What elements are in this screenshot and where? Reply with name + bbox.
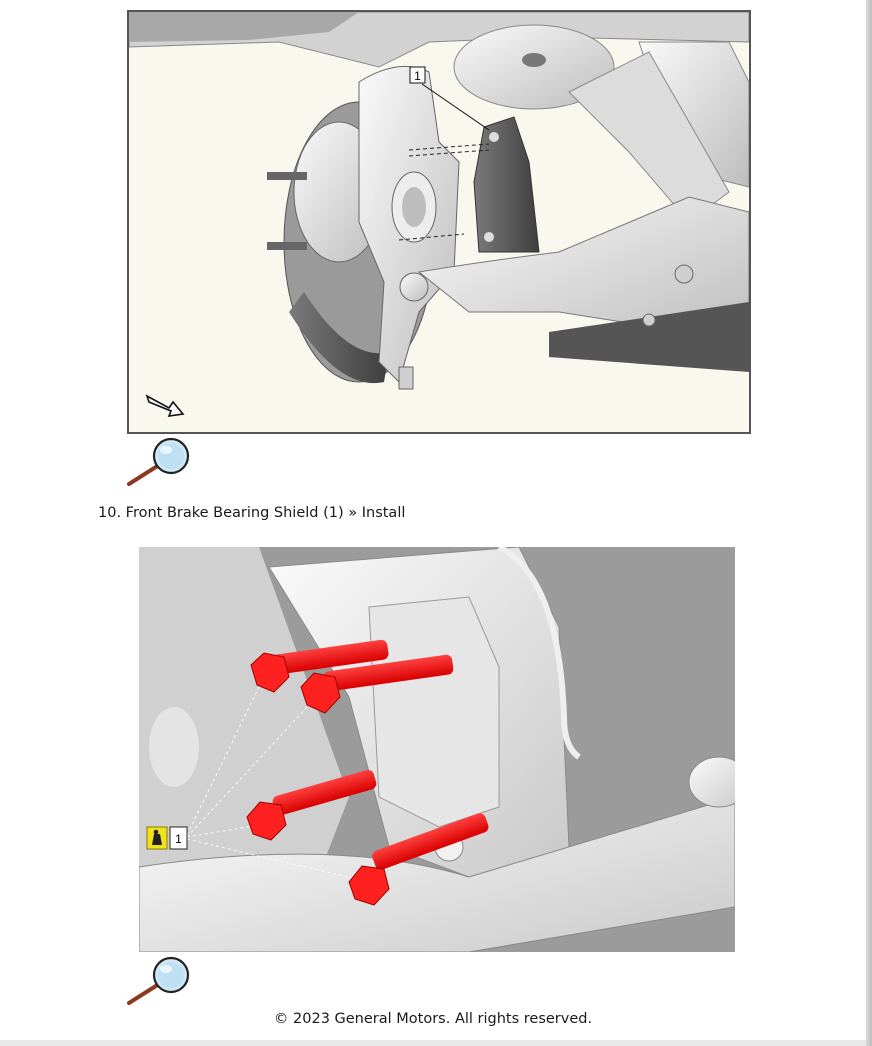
step-number: 10.: [98, 505, 122, 521]
direction-arrow-icon: [147, 396, 183, 416]
illustration-bearing-shield-location: [127, 10, 751, 434]
zoom-magnifier-icon-2[interactable]: [125, 955, 191, 1007]
illustration-2-drawing: [139, 547, 735, 952]
illustration-bearing-shield-install: [139, 547, 735, 952]
step-text: Front Brake Bearing Shield (1) » Install: [125, 505, 406, 521]
step-10: [98, 505, 405, 521]
zoom-magnifier-icon[interactable]: [125, 436, 191, 488]
page-right-edge: [866, 0, 872, 1046]
illustration-1-drawing: [129, 12, 749, 432]
callout-1-label-install: 1: [175, 832, 182, 846]
callout-1-label: 1: [414, 69, 421, 83]
discard-fastener-icon: [147, 827, 167, 849]
copyright-footer: © 2023 General Motors. All rights reserved.: [273, 1011, 593, 1027]
page-bottom-edge: [0, 1040, 866, 1046]
